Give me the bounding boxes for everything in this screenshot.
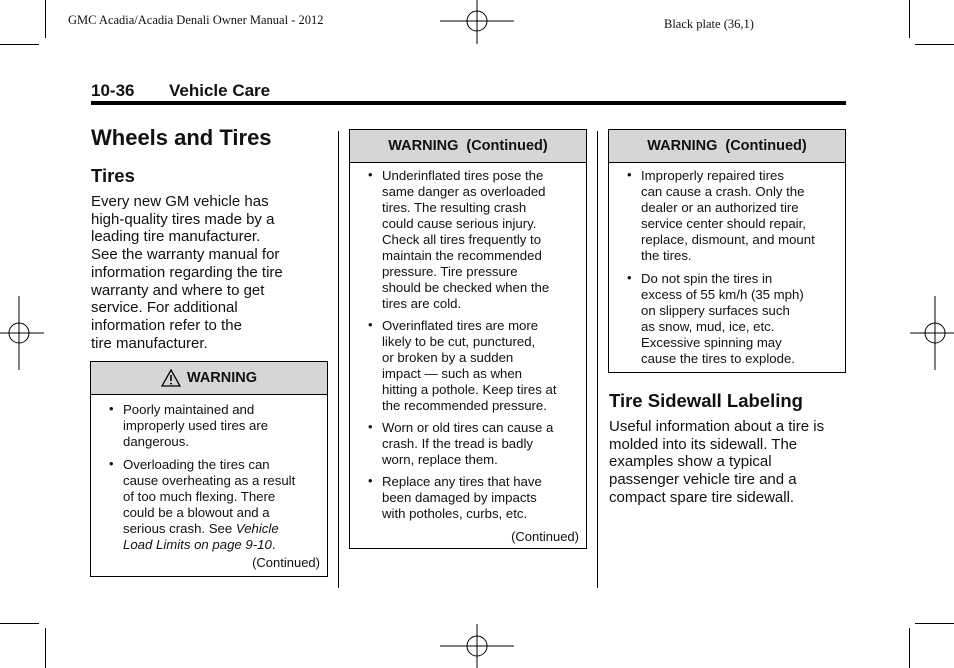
column-divider-1 [338,131,339,588]
bullet-line: with potholes, curbs, etc. [382,506,528,521]
paragraph-line: See the warranty manual for [91,246,280,264]
bullet-line: Improperly repaired tires [641,168,784,183]
registration-mark-bottom [440,620,514,668]
paragraph-line: service. For additional [91,299,238,317]
crop-mark-bottom-right-v [909,628,910,668]
warning-box-1 [90,361,328,577]
page-heading: Wheels and Tires [91,125,272,150]
bullet-line: Overloading the tires can [123,457,270,472]
registration-mark-left [0,296,48,370]
paragraph-line: Useful information about a tire is [609,418,825,435]
bullet-line [123,537,327,553]
continued-label: (Continued) [252,555,320,570]
paragraph-line: examples show a typical [609,453,772,471]
tires-paragraph [91,193,283,352]
list-item [109,456,327,553]
bullet-text: serious crash. See [123,521,236,536]
list-item [627,270,845,367]
bullet-line: Do not spin the tires in [641,271,773,286]
bullet-line: as snow, mud, ice, etc. [641,319,775,334]
bullet-line: should be checked when the [382,280,550,295]
bullet-line: crash. If the tread is badly [382,436,533,451]
bullet-line: tires are cold. [382,296,462,311]
bullet-line: impact — such as when [382,366,522,381]
bullet-line: hitting a pothole. Keep tires at [382,382,557,397]
cross-reference-link[interactable]: Vehicle [235,521,279,536]
warning-continued-title: (Continued) [466,138,548,154]
bullet-line: on slippery surfaces such [641,303,790,318]
bullet-line: same danger as overloaded [382,184,546,199]
bullet-line: Poorly maintained and [123,402,255,417]
bullet-icon: • [627,270,632,285]
paragraph-line: molded into its sidewall. The [609,435,798,453]
crop-mark-top-right-v [909,0,910,38]
bullet-icon: • [368,317,373,332]
bullet-text: . [271,537,276,552]
list-item [368,473,586,522]
paragraph-line: warranty and where to get [91,281,265,299]
manual-title: GMC Acadia/Acadia Denali Owner Manual - 2012 [68,13,324,27]
bullet-line: Replace any tires that have [382,474,542,489]
paragraph-line: information regarding the tire [91,263,283,281]
bullet-line: worn, replace them. [382,452,498,467]
bullet-line: maintain the recommended [382,248,542,263]
warning-list [91,402,327,553]
plate-label: Black plate (36,1) [664,17,754,31]
list-item [368,167,586,312]
bullet-line: tires. The resulting crash [382,200,527,215]
crop-mark-top-left-v [45,0,46,38]
bullet-line: Underinflated tires pose the [382,168,544,183]
bullet-line: replace, dismount, and mount [641,232,815,247]
warning-box-header [91,362,327,395]
list-item [368,317,586,414]
page-number: 10-36 [91,81,135,100]
bullet-line: Worn or old tires can cause a [382,420,554,435]
continued-label: (Continued) [511,529,579,544]
bullet-line: could be a blowout and a [123,505,270,520]
warning-list [350,168,586,522]
bullet-line: excess of 55 km/h (35 mph) [641,287,804,302]
warning-continued-title: (Continued) [725,138,807,154]
bullet-line: dangerous. [123,434,189,449]
sidewall-subheading: Tire Sidewall Labeling [609,390,803,411]
bullet-line: likely to be cut, punctured, [382,334,536,349]
section-rule [91,101,846,105]
warning-title: WARNING [388,138,459,154]
registration-mark-right [906,296,954,370]
bullet-line: service center should repair, [641,216,806,231]
bullet-line: pressure. Tire pressure [382,264,518,279]
bullet-line: cause overheating as a result [123,473,296,488]
bullet-line: of too much flexing. There [123,489,276,504]
bullet-icon: • [109,456,114,471]
bullet-icon: • [627,167,632,182]
warning-box-header [609,130,845,163]
bullet-icon: • [368,473,373,488]
cross-reference-link[interactable]: Load Limits on page 9-10 [123,537,272,552]
warning-box-header [350,130,586,163]
list-item [109,401,327,450]
paragraph-line: leading tire manufacturer. [91,228,261,246]
bullet-line: cause the tires to explode. [641,351,795,366]
crop-mark-bottom-left-h [0,623,39,624]
warning-box-3 [608,129,846,373]
list-item [368,419,586,468]
warning-list [609,168,845,367]
bullet-line: dealer or an authorized tire [641,200,799,215]
warning-triangle-icon [161,369,181,387]
paragraph-line: high-quality tires made by a [91,210,275,228]
tires-subheading: Tires [91,165,135,186]
warning-box-2 [349,129,587,549]
warning-title: WARNING [647,138,718,154]
bullet-line: Excessive spinning may [641,335,782,350]
bullet-line: or broken by a sudden [382,350,514,365]
crop-mark-top-left-h [0,44,39,45]
section-header [91,81,270,101]
bullet-line: the tires. [641,248,692,263]
paragraph-line: tire manufacturer. [91,334,208,352]
paragraph-line: Every new GM vehicle has [91,193,269,210]
bullet-icon: • [109,401,114,416]
paragraph-line: information refer to the [91,316,242,334]
bullet-line: improperly used tires are [123,418,269,433]
bullet-line: can cause a crash. Only the [641,184,805,199]
column-divider-2 [597,131,598,588]
sidewall-paragraph [609,418,824,507]
bullet-line: Overinflated tires are more [382,318,539,333]
bullet-icon: • [368,167,373,182]
list-item [627,167,845,264]
registration-mark-top [440,0,514,48]
bullet-line: Check all tires frequently to [382,232,542,247]
warning-title: WARNING [186,370,258,386]
bullet-line [123,521,327,537]
crop-mark-bottom-right-h [915,623,954,624]
bullet-icon: • [368,419,373,434]
paragraph-line: passenger vehicle tire and a [609,471,797,489]
crop-mark-bottom-left-v [45,628,46,668]
section-title: Vehicle Care [169,81,271,100]
bullet-line: could cause serious injury. [382,216,537,231]
bullet-line: the recommended pressure. [382,398,547,413]
crop-mark-top-right-h [915,44,954,45]
paragraph-line: compact spare tire sidewall. [609,488,795,506]
bullet-line: been damaged by impacts [382,490,537,505]
